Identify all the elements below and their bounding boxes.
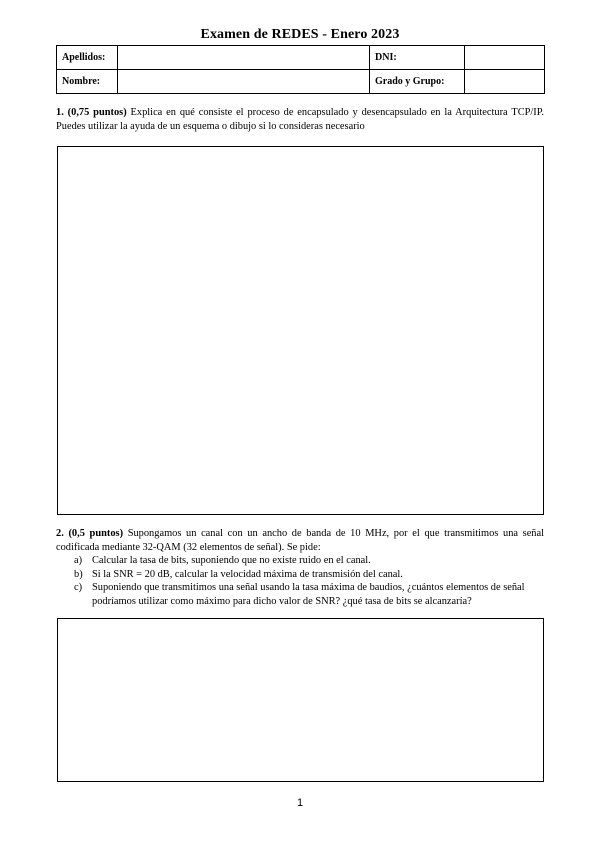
student-info-row-1 — [57, 46, 545, 70]
page-number: 1 — [296, 797, 304, 809]
question-2 — [56, 527, 544, 554]
item-text: Calcular la tasa de bits, suponiendo que no existe ruido en el canal. — [92, 555, 371, 566]
name-field[interactable] — [118, 70, 370, 94]
item-letter: c) — [74, 582, 83, 593]
question-1-number: 1. (0,75 puntos) — [56, 107, 127, 118]
student-info-table — [56, 45, 545, 94]
question-2-number: 2. (0,5 puntos) — [56, 528, 124, 539]
question-1-answer-box[interactable] — [57, 146, 544, 515]
student-info-row-2 — [57, 70, 545, 94]
question-2-text: Supongamos un canal con un ancho de banda de 10 MHz, por el que transmitimos una señal codificada mediante 32-QAM (32 elementos de señal). Se pide: — [56, 528, 545, 553]
group-field[interactable] — [465, 70, 545, 94]
item-text: Suponiendo que transmitimos una señal usando la tasa máxima de baudios, ¿cuántos elementos de señal podríamos utilizar como máximo para dicho valor de SNR? ¿qué tasa de bits se alcanzaría? — [92, 582, 525, 607]
name-label: Nombre: — [57, 70, 118, 94]
question-2-items — [74, 554, 544, 608]
item-letter: b) — [74, 568, 83, 580]
surname-label: Apellidos: — [57, 46, 118, 70]
question-1-text: Explica en qué consiste el proceso de encapsulado y desencapsulado en la Arquitectura TCP/IP. Puedes utilizar la ayuda de un esquema o dibujo si lo consideras necesario — [56, 107, 544, 132]
question-2-item-b — [74, 568, 544, 582]
group-label: Grado y Grupo: — [370, 70, 465, 94]
item-text: Si la SNR = 20 dB, calcular la velocidad máxima de transmisión del canal. — [92, 568, 403, 580]
item-letter: a) — [74, 555, 83, 566]
exam-title: Examen de REDES - Enero 2023 — [200, 27, 400, 42]
question-2-item-c — [74, 581, 544, 608]
question-2-answer-box[interactable] — [57, 618, 544, 782]
question-1 — [56, 106, 544, 133]
dni-field[interactable] — [465, 46, 545, 70]
dni-label: DNI: — [370, 46, 465, 70]
question-2-item-a — [74, 554, 544, 568]
surname-field[interactable] — [118, 46, 370, 70]
